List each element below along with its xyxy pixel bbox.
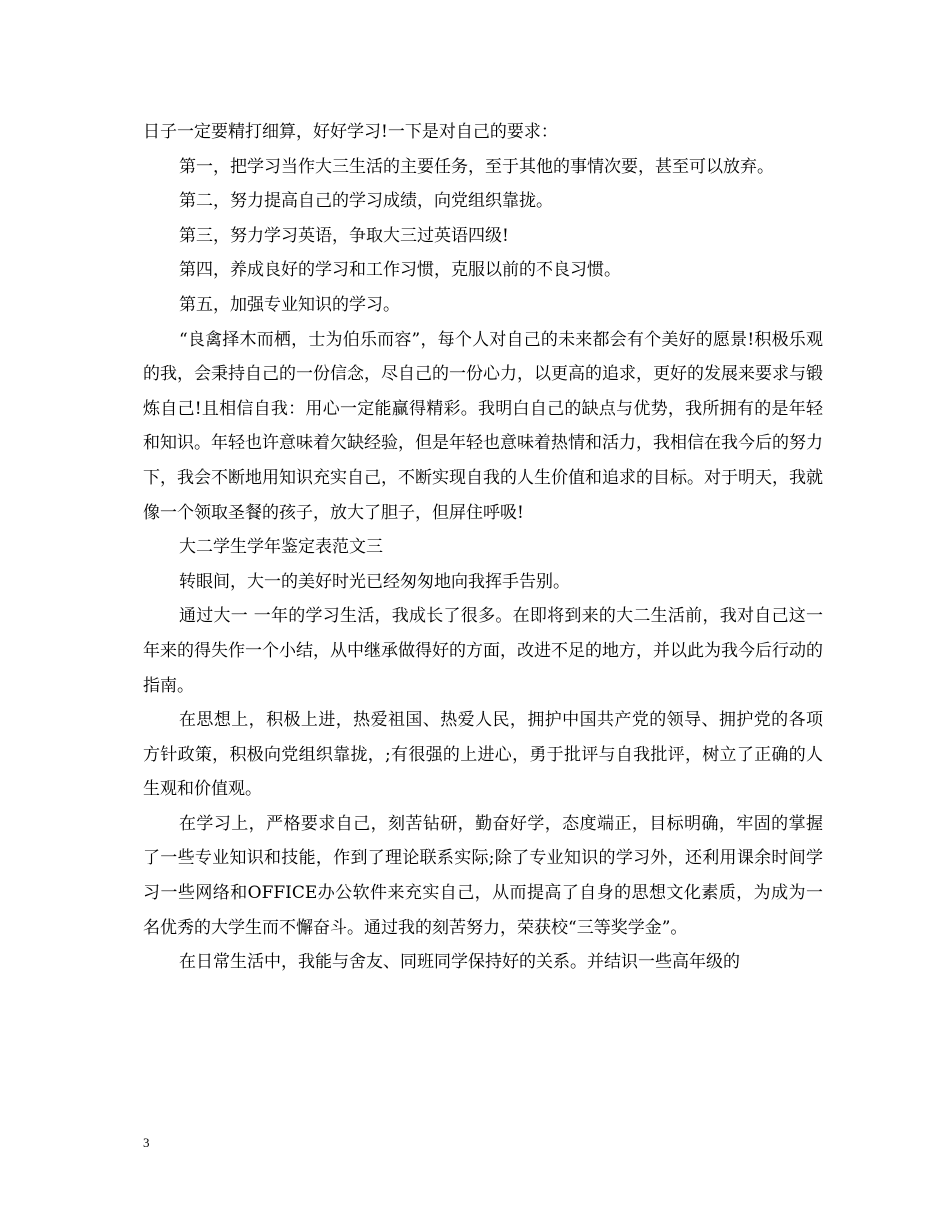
paragraph-summary: 通过大一 一年的学习生活，我成长了很多。在即将到来的大二生活前，我对自己这一年来的得失作一个小结，从中继承做得好的方面，改进不足的地方，并以此为我今后行动的指南。	[143, 606, 823, 696]
paragraph-first: 第一，把学习当作大三生活的主要任务，至于其他的事情次要，甚至可以放弃。	[179, 156, 774, 177]
paragraph-daily-life: 在日常生活中，我能与舍友、同班同学保持好的关系。并结识一些高年级的	[179, 952, 740, 973]
page-number: 3	[143, 1135, 150, 1150]
paragraph-ideology: 在思想上，积极上进，热爱祖国、热爱人民，拥护中国共产党的领导、拥护党的各项方针政策，积极向党组织靠拢，;有很强的上进心，勇于批评与自我批评，树立了正确的人生观和价值观。	[143, 710, 823, 800]
paragraph-study: 在学习上，严格要求自己，刻苦钻研，勤奋好学，态度端正，目标明确，牢固的掌握了一些专业知识和技能，作到了理论联系实际;除了专业知识的学习外，还利用课余时间学习一些网络和OFFICE办公软件来充实自己，从而提高了自身的思想文化素质，为成为一名优秀的大学生而不懈奋斗。通过我的刻苦努力，荣获校“三等奖学金”。	[143, 813, 823, 938]
paragraph-fifth: 第五，加强专业知识的学习。	[179, 294, 400, 315]
paragraph-vision: “良禽择木而栖，士为伯乐而容”，每个人对自己的未来都会有个美好的愿景!积极乐观的我，会秉持自己的一份信念，尽自己的一份心力，以更高的追求，更好的发展来要求与锻炼自己!且相信自我：用心一定能赢得精彩。我明白自己的缺点与优势，我所拥有的是年轻和知识。年轻也许意味着欠缺经验，但是年轻也意味着热情和活力，我相信在我今后的努力下，我会不断地用知识充实自己，不断实现自我的人生价值和追求的目标。对于明天，我就像一个领取圣餐的孩子，放大了胆子，但屏住呼吸!	[143, 329, 823, 523]
section-heading: 大二学生学年鉴定表范文三	[179, 537, 383, 558]
paragraph-third: 第三，努力学习英语，争取大三过英语四级!	[179, 225, 509, 246]
paragraph-farewell: 转眼间，大一的美好时光已经匆匆地向我挥手告别。	[179, 571, 570, 592]
paragraph-second: 第二，努力提高自己的学习成绩，向党组织靠拢。	[179, 191, 553, 212]
document-body	[143, 115, 823, 980]
paragraph-intro: 日子一定要精打细算，好好学习!一下是对自己的要求：	[143, 122, 558, 142]
paragraph-fourth: 第四，养成良好的学习和工作习惯，克服以前的不良习惯。	[179, 260, 621, 281]
